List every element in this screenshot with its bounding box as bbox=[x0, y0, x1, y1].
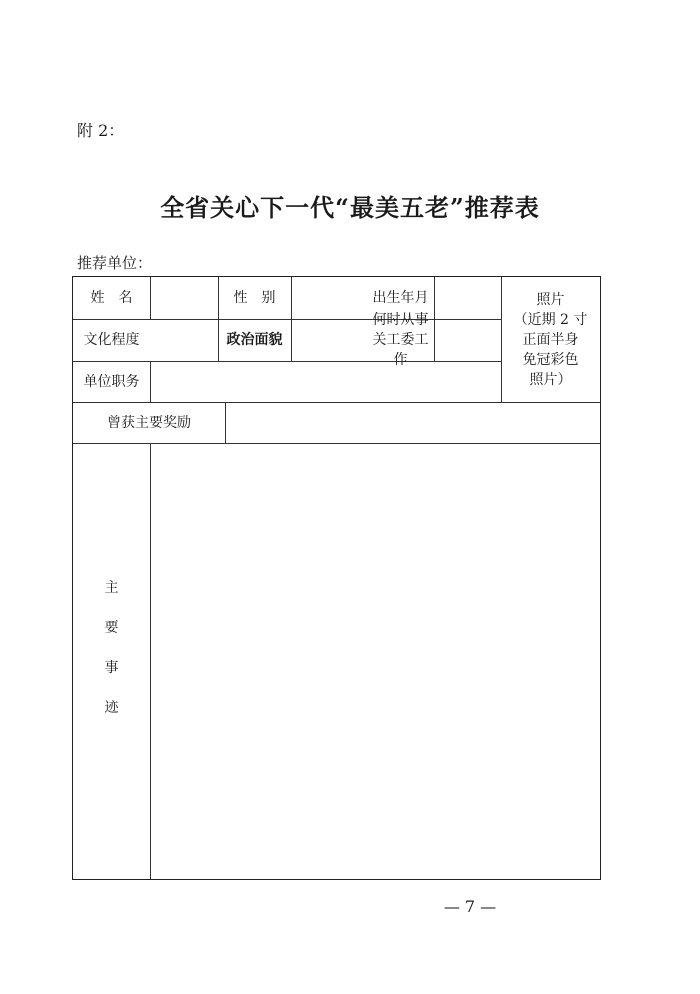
birth-field[interactable] bbox=[434, 277, 501, 319]
photo-label-line: （近期 2 寸 bbox=[513, 311, 588, 328]
photo-box[interactable] bbox=[501, 277, 600, 402]
position-label: 单位职务 bbox=[83, 373, 140, 390]
photo-label-line: 免冠彩色 bbox=[522, 351, 579, 368]
deeds-field[interactable] bbox=[150, 443, 600, 879]
recommendation-form-table bbox=[72, 276, 601, 880]
deeds-label-char: 事 bbox=[104, 660, 119, 676]
attachment-label: 附 2： bbox=[77, 121, 125, 140]
name-field[interactable] bbox=[150, 277, 218, 319]
deeds-label bbox=[73, 443, 150, 879]
gender-label: 性 别 bbox=[233, 290, 276, 306]
photo-label-line: 照片 bbox=[536, 291, 565, 308]
form-title: 全省关心下一代“最美五老”推荐表 bbox=[160, 193, 540, 222]
work-since-field[interactable] bbox=[434, 319, 501, 361]
photo-label-line: 正面半身 bbox=[522, 331, 579, 348]
work-since-label bbox=[291, 312, 434, 368]
photo-label-line: 照片） bbox=[529, 371, 572, 388]
name-label: 姓 名 bbox=[90, 290, 133, 306]
education-label: 文化程度 bbox=[83, 332, 140, 348]
awards-label: 曾获主要奖励 bbox=[107, 414, 191, 431]
political-label: 政治面貌 bbox=[226, 332, 283, 348]
page-number: — 7 — bbox=[443, 897, 497, 916]
work-since-line: 关工委工作 bbox=[372, 332, 429, 368]
recommend-unit-label: 推荐单位： bbox=[77, 254, 153, 272]
work-since-line: 何时从事 bbox=[372, 312, 429, 328]
deeds-label-char: 迹 bbox=[104, 700, 119, 716]
education-field[interactable] bbox=[150, 319, 218, 361]
birth-label: 出生年月 bbox=[372, 290, 429, 306]
deeds-label-char: 主 bbox=[104, 580, 119, 596]
position-field[interactable] bbox=[150, 361, 501, 402]
awards-field[interactable] bbox=[225, 402, 600, 443]
deeds-label-char: 要 bbox=[104, 620, 119, 636]
